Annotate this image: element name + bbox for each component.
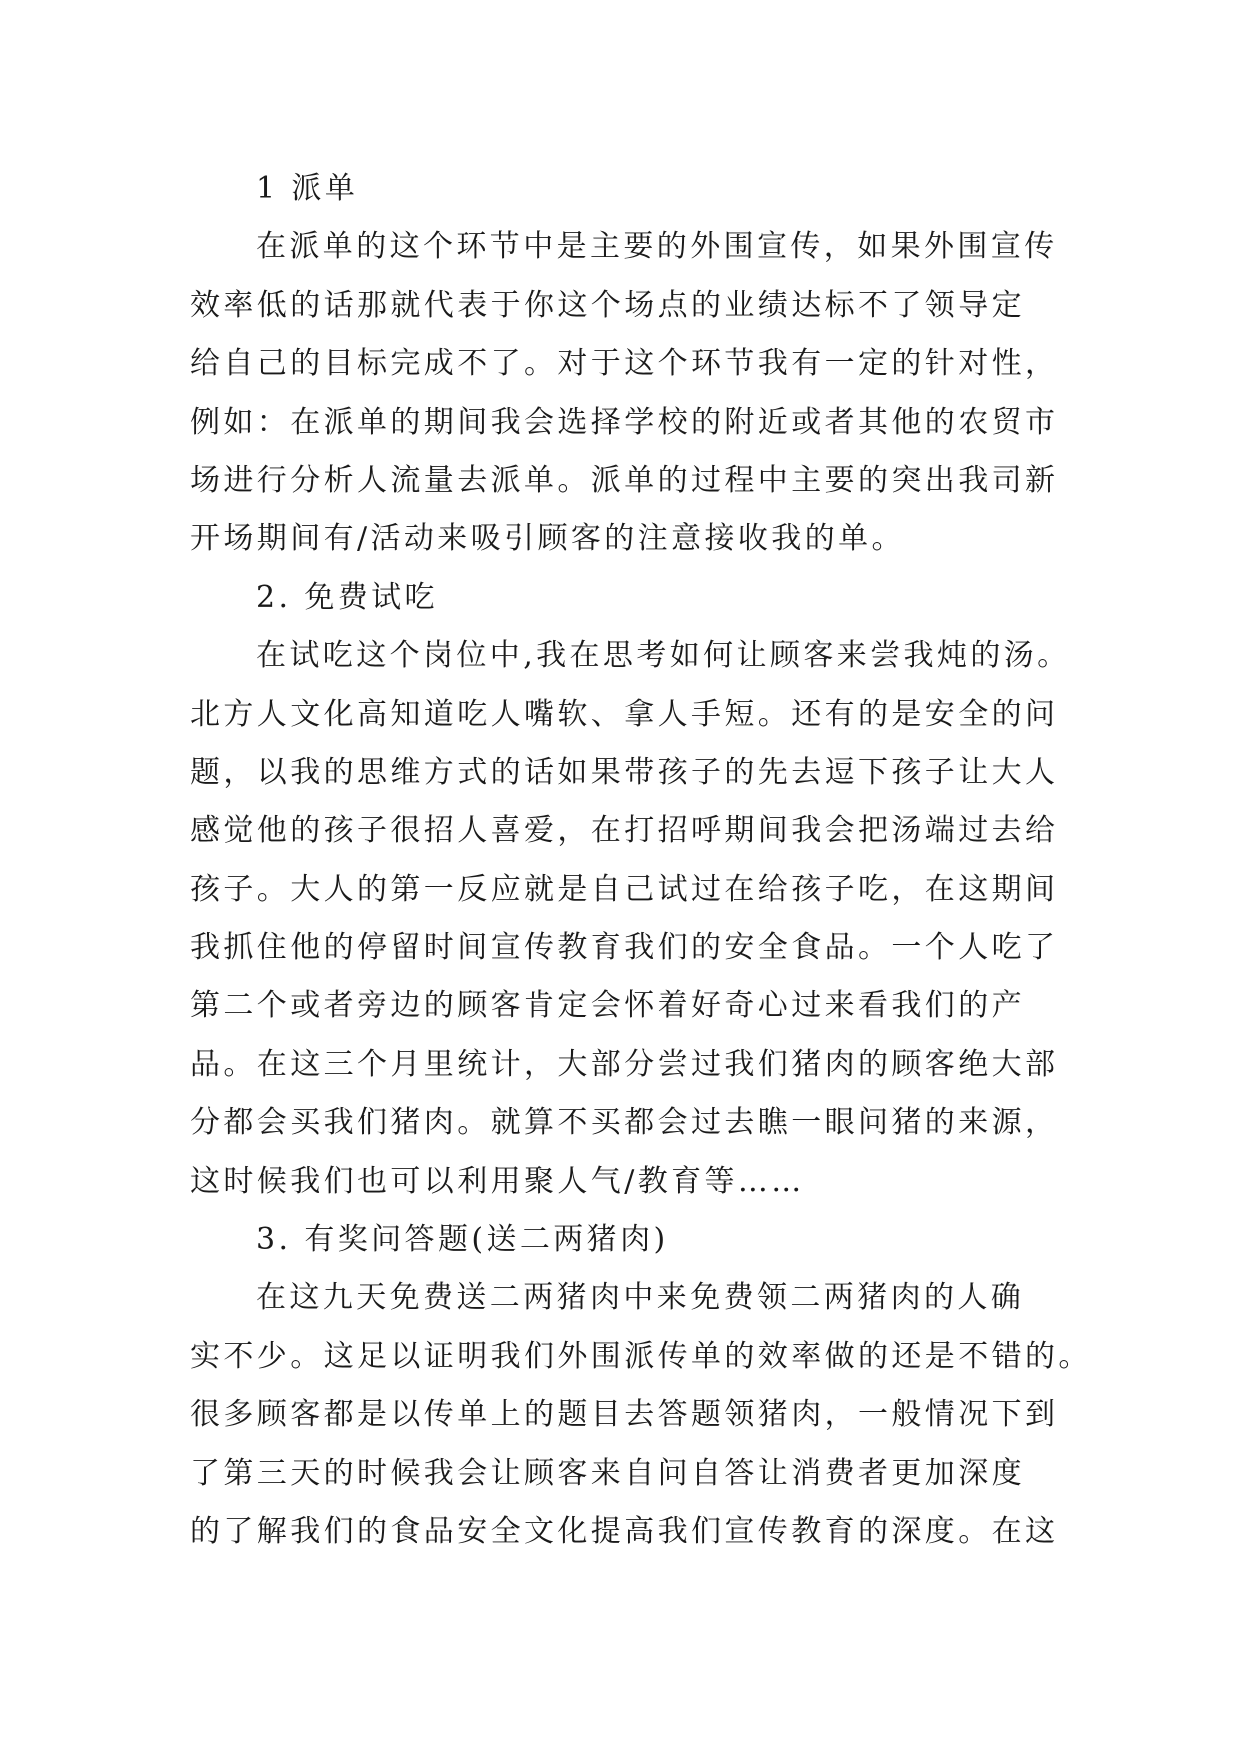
paragraph-line: 例如：在派单的期间我会选择学校的附近或者其他的农贸市: [190, 404, 1059, 440]
paragraph-line: 分都会买我们猪肉。就算不买都会过去瞧一眼问猪的来源，: [190, 1105, 1059, 1141]
section-heading: 1 派单: [256, 171, 359, 206]
paragraph-line: 在试吃这个岗位中,我在思考如何让顾客来尝我炖的汤。: [256, 638, 1071, 674]
paragraph-line: 北方人文化高知道吃人嘴软、拿人手短。还有的是安全的问: [190, 696, 1059, 732]
section-dispatch-flyers: [190, 160, 1059, 569]
paragraph-line: 实不少。这足以证明我们外围派传单的效率做的还是不错的。: [190, 1338, 1092, 1374]
section-free-tasting: [190, 569, 1071, 1211]
paragraph-line: 感觉他的孩子很招人喜爱，在打招呼期间我会把汤端过去给: [190, 813, 1059, 849]
paragraph-line: 了第三天的时候我会让顾客来自问自答让消费者更加深度: [190, 1455, 1025, 1491]
paragraph-line: 这时候我们也可以利用聚人气/教育等……: [190, 1163, 805, 1199]
paragraph-line: 孩子。大人的第一反应就是自己试过在给孩子吃，在这期间: [190, 871, 1059, 907]
paragraph-line: 给自己的目标完成不了。对于这个环节我有一定的针对性，: [190, 346, 1059, 382]
section-prize-quiz: [190, 1211, 1092, 1561]
paragraph-line: 场进行分析人流量去派单。派单的过程中主要的突出我司新: [190, 462, 1059, 498]
section-heading: 2. 免费试吃: [256, 579, 438, 615]
paragraph-line: 题，以我的思维方式的话如果带孩子的先去逗下孩子让大人: [190, 754, 1059, 790]
paragraph-line: 在派单的这个环节中是主要的外围宣传，如果外围宣传: [256, 229, 1058, 265]
paragraph-line: 开场期间有/活动来吸引顾客的注意接收我的单。: [190, 521, 905, 557]
document-body: [190, 160, 1092, 1561]
section-heading: 3. 有奖问答题(送二两猪肉): [256, 1222, 669, 1258]
paragraph-line: 品。在这三个月里统计，大部分尝过我们猪肉的顾客绝大部: [190, 1046, 1059, 1082]
paragraph-line: 第二个或者旁边的顾客肯定会怀着好奇心过来看我们的产: [190, 988, 1025, 1024]
paragraph-line: 很多顾客都是以传单上的题目去答题领猪肉，一般情况下到: [190, 1397, 1059, 1433]
paragraph-line: 效率低的话那就代表于你这个场点的业绩达标不了领导定: [190, 287, 1025, 323]
paragraph-line: 我抓住他的停留时间宣传教育我们的安全食品。一个人吃了: [190, 930, 1059, 966]
paragraph-line: 在这九天免费送二两猪肉中来免费领二两猪肉的人确: [256, 1280, 1025, 1316]
paragraph-line: 的了解我们的食品安全文化提高我们宣传教育的深度。在这: [190, 1513, 1059, 1549]
